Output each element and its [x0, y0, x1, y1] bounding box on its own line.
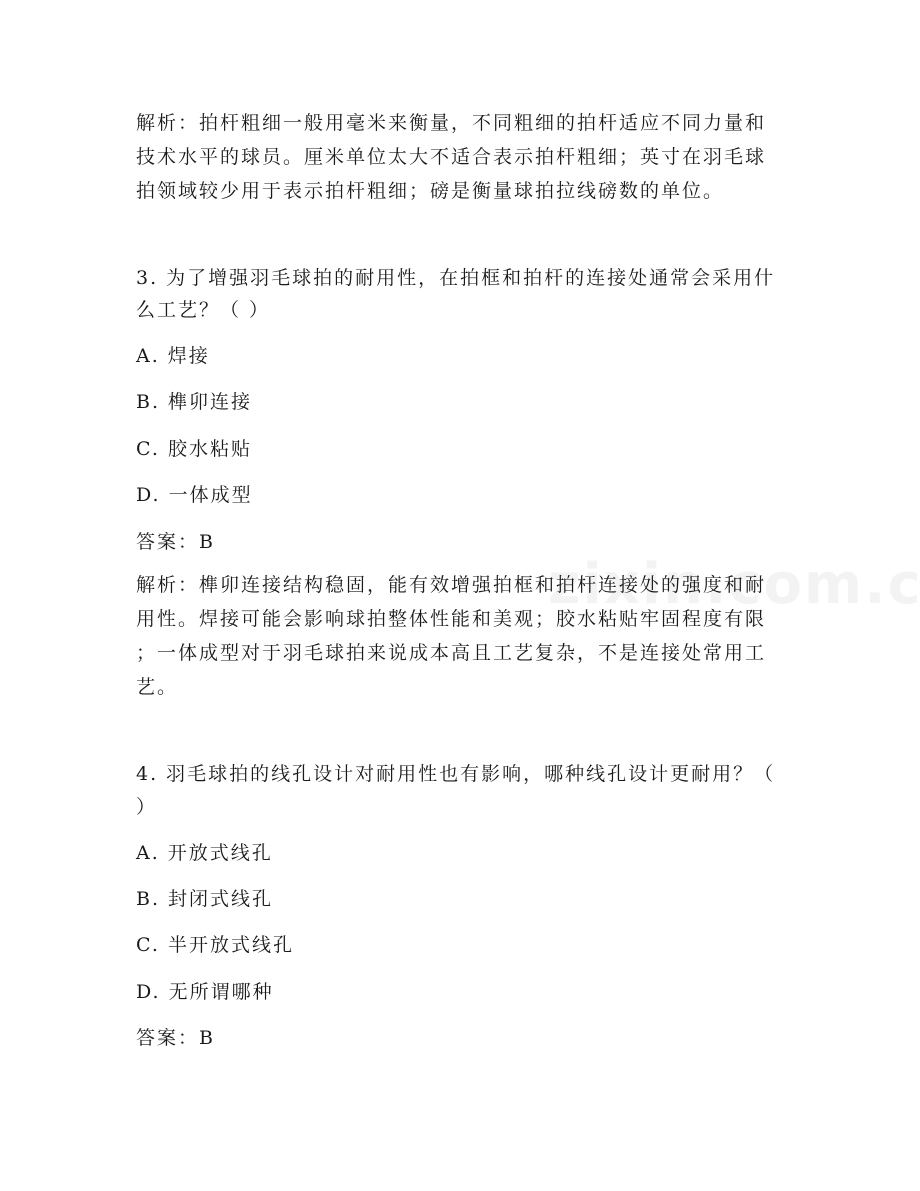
q3-explanation-line-3: ；一体成型对于羽毛球拍来说成本高且工艺复杂，不是连接处常用工 — [136, 642, 767, 664]
q3-question-line-2: 么工艺？（ ） — [136, 299, 271, 321]
q3-option-c: C. 胶水粘贴 — [136, 438, 252, 460]
q4-question-line-2: ） — [136, 796, 158, 818]
q3-explanation-line-4: 艺。 — [136, 676, 179, 698]
q2-explanation-line-2: 技术水平的球员。厘米单位太大不适合表示拍杆粗细；英寸在羽毛球 — [136, 146, 767, 168]
q4-option-d: D. 无所谓哪种 — [136, 981, 274, 1003]
q3-explanation-line-1: 解析：榫卯连接结构稳固，能有效增强拍框和拍杆连接处的强度和耐 — [136, 574, 767, 596]
q4-option-b: B. 封闭式线孔 — [136, 888, 274, 910]
q4-option-a: A. 开放式线孔 — [136, 842, 273, 864]
watermark — [548, 552, 920, 617]
q3-explanation-line-2: 用性。焊接可能会影响球拍整体性能和美观；胶水粘贴牢固程度有限 — [136, 608, 767, 630]
q4-option-c: C. 半开放式线孔 — [136, 934, 294, 956]
q4-answer: 答案：B — [136, 1027, 215, 1049]
q3-option-b: B. 榫卯连接 — [136, 391, 253, 413]
q3-option-a: A. 焊接 — [136, 345, 210, 367]
q4-question-line-1: 4. 羽毛球拍的线孔设计对耐用性也有影响，哪种线孔设计更耐用？（ — [136, 763, 776, 785]
q3-question-line-1: 3. 为了增强羽毛球拍的耐用性，在拍框和拍杆的连接处通常会采用什 — [136, 267, 776, 289]
q2-explanation-line-1: 解析：拍杆粗细一般用毫米来衡量，不同粗细的拍杆适应不同力量和 — [136, 112, 767, 134]
q2-explanation-line-3: 拍领域较少用于表示拍杆粗细；磅是衡量球拍拉线磅数的单位。 — [136, 180, 725, 202]
q3-answer: 答案：B — [136, 531, 215, 553]
q3-option-d: D. 一体成型 — [136, 484, 253, 506]
